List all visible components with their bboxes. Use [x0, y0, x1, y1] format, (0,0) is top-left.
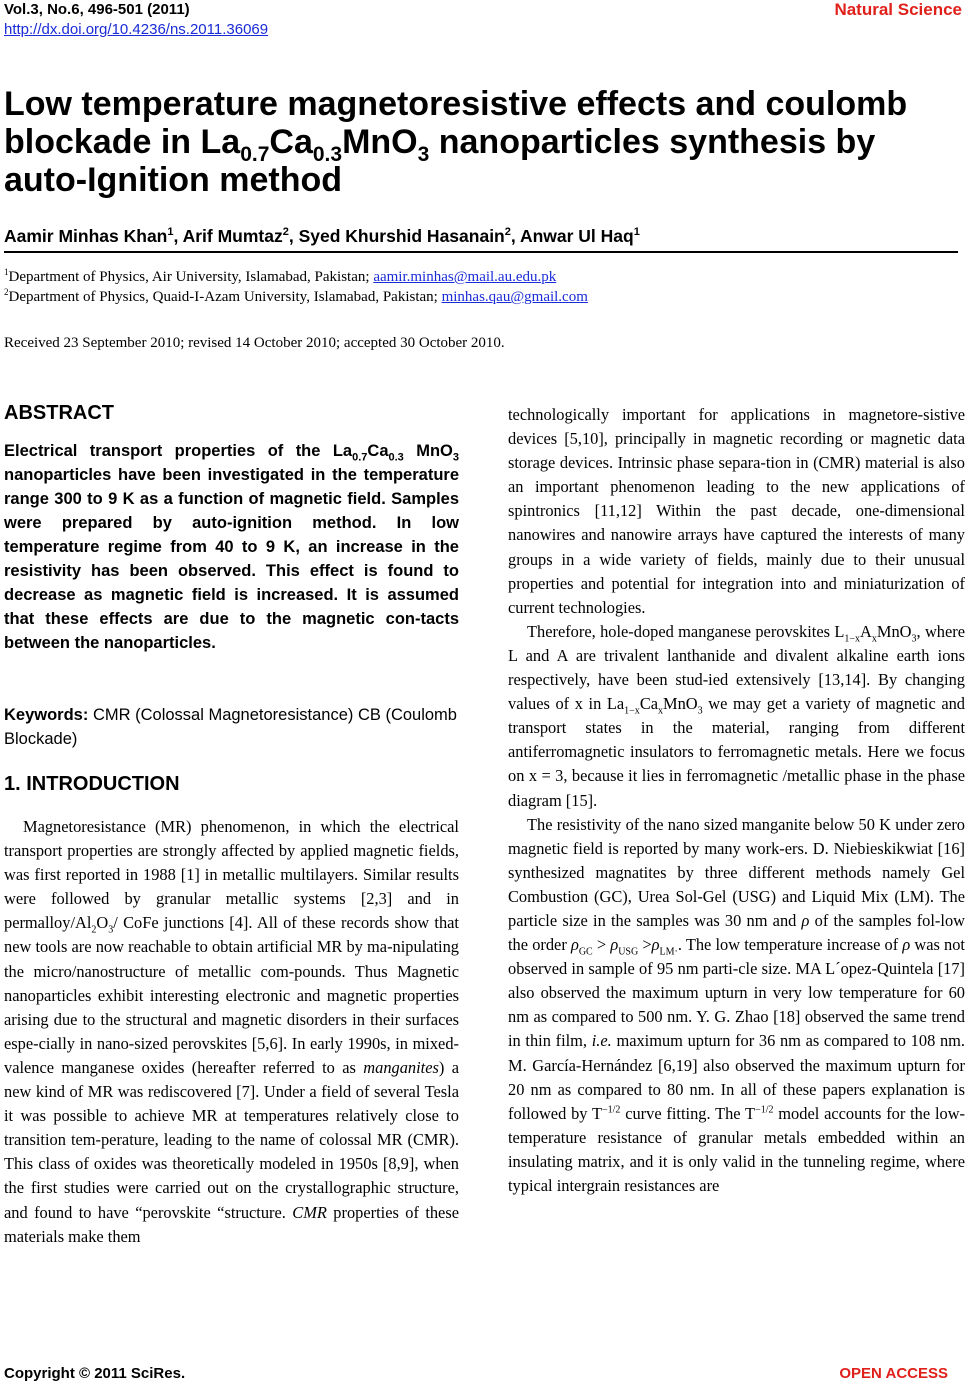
- paragraph: Magnetoresistance (MR) phenomenon, in which the electrical transport properties are strongly affected by applied magnetic fields, was first reported in 1988 [1] in metallic multilayers. Similar results were followed by granular metallic systems [2,3] and in permalloy/$Al_2O_3/$ CoFe junctions [4]. All of these records show that new tools are now reachable to obtain artificial MR by ma-nipulating the micro/nanostructure of metallic com-pounds. Thus Magnetic nanoparticles exhibit interesting electronic and magnetic properties arising due to the structural and magnetic disorders in their surfaces espe-cially in nano-sized perovskites [5,6]. In early 1990s, in mixed-valence manganese oxides (hereafter referred to as manganites) a new kind of MR was rediscovered [7]. Under a field of several Tesla it was possible to achieve MR at temperatures relatively close to transition tem-perature, leading to the name of colossal MR (CMR). This class of oxides was theoretically modeled in 1950s [8,9], when the first studies were carried out on the crystallographic structure, and found to have “perovskite “structure. CMR properties of these materials make them: [4, 817, 459, 1246]
- email-link[interactable]: minhas.qau@gmail.com: [441, 289, 588, 305]
- copyright: Copyright © 2011 SciRes.: [4, 1365, 186, 1382]
- paragraph: The resistivity of the nano sized manganite below 50 K under zero magnetic field is reported by many work-ers. D. Niebieskikwiat [16] synthesized magnatites by three different methods namely Gel Combustion (GC), Urea Sol-Gel (USG) and Liquid Mix (LM). The particle size in the samples was 30 nm and ρ of the samples fol-low the order $\rho_{GC} > \rho_{USG} >\rho_{LM\cdot}$. The low temperature increase of ρ was not observed in sample of 95 nm parti-cle size. MA L´opez-Quintela [17] also observed the maximum upturn in very low temperature for 60 nm as compared to 500 nm. Y. G. Zhao [18] observed the same trend in thin film, i.e. maximum upturn for 36 nm as compared to 108 nm. M. García-Hernández [6,19] also observed the maximum upturn for 20 nm as compared to 80 nm. In all of these papers explanation is followed by $T^{-1/2}$ curve fitting. The $T^{-1/2}$ model accounts for the low-temperature resistance of granular metals embedded within an insulating matrix, and it is only valid in the tunneling regime, where typical intergrain resistances are: [508, 814, 965, 1195]
- affiliation-1: $^1$Department of Physics, Air University, Islamabad, Pakistan; aamir.minhas@mail.au.edu.pk: [4, 267, 557, 285]
- abstract-heading: ABSTRACT: [4, 402, 114, 424]
- email-link[interactable]: aamir.minhas@mail.au.edu.pk: [373, 269, 557, 285]
- author-name: Syed Khurshid Hasanain: [298, 226, 505, 246]
- keywords: Keywords: CMR (Colossal Magnetoresistance) CB (Coulomb Blockade): [4, 706, 457, 748]
- doi-link[interactable]: http://dx.doi.org/10.4236/ns.2011.36069: [4, 21, 269, 38]
- author-affiliation-mark: 1: [167, 226, 174, 239]
- author-affiliation-mark: 2: [282, 226, 289, 239]
- citation: Vol.3, No.6, 496-501 (2011): [4, 1, 190, 18]
- keywords-label: Keywords:: [4, 706, 89, 724]
- author-name: Arif Mumtaz: [182, 226, 283, 246]
- paragraph-continued: technologically important for applications in magnetore-sistive devices [5,10], principally in magnetic recording or magnetic data storage devices. Intrinsic phase separa-tion in (CMR) material is also an important phenomenon leading to the new applications of spintronics [11,12] Within the past decade, one-dimensional nanowires and nanowire arrays have captured the interests of many groups in a wide variety of fields, mainly due to their unusual properties and potential for integration into and miniaturization of current technologies.: [508, 405, 965, 617]
- title-line-1: Low temperature magnetoresistive effects and coulomb: [4, 85, 908, 123]
- author-affiliation-mark: 1: [633, 226, 640, 239]
- abstract-text: Electrical transport properties of the $La_{0.7}Ca_{0.3}$ MnO$_3$ nanoparticles have been investigated in the temperature range 300 to 9 K as a function of magnetic field. Samples were prepared by auto-ignition method. In low temperature regime from 40 to 9 K, an increase in the resistivity has been observed. This effect is found to decrease as magnetic field is increased. It is assumed that these effects are due to the magnetic con-tacts between the nanoparticles.: [4, 442, 459, 652]
- paper-title: [4, 85, 964, 199]
- received-dates: Received 23 September 2010; revised 14 October 2010; accepted 30 October 2010.: [4, 335, 505, 351]
- author-name: Anwar Ul Haq: [519, 226, 634, 246]
- journal-name: Natural Science: [834, 0, 962, 19]
- author-divider: [4, 251, 958, 253]
- introduction-heading: 1. INTRODUCTION: [4, 773, 180, 795]
- paragraph: Therefore, hole-doped manganese perovskites $L_{1-x}A_xMnO_3$, where L and A are trivalent lanthanide and divalent alkaline earth ions respectively, have been stud-ied extensively [13,14]. By changing values of x in $La_{1-x}Ca_xMnO_3$ we may get a variety of magnetic and transport states in the material, ranging from different antiferromagnetic insulators to ferromagnetic metals. Here we focus on x = 3, because it lies in ferromagnetic /metallic phase in the phase diagram [15].: [508, 621, 965, 810]
- author-list: Aamir Minhas Khan$^1$, Arif Mumtaz$^2$, Syed Khurshid Hasanain$^2$, Anwar Ul Haq$^1$: [4, 226, 640, 246]
- affiliation-2: $^2$Department of Physics, Quaid-I-Azam University, Islamabad, Pakistan; minhas.qau@gmail.com: [4, 287, 588, 305]
- introduction-text-right: [508, 403, 965, 1198]
- author-affiliation-mark: 2: [504, 226, 511, 239]
- open-access-label: OPEN ACCESS: [839, 1365, 948, 1382]
- author-name: Aamir Minhas Khan: [4, 226, 168, 246]
- title-line-2: blockade in $La_{0.7}Ca_{0.3}MnO_3$ nanoparticles synthesis by: [4, 123, 876, 166]
- introduction-text-left: [4, 815, 459, 1249]
- title-line-3: auto-Ignition method: [4, 161, 343, 199]
